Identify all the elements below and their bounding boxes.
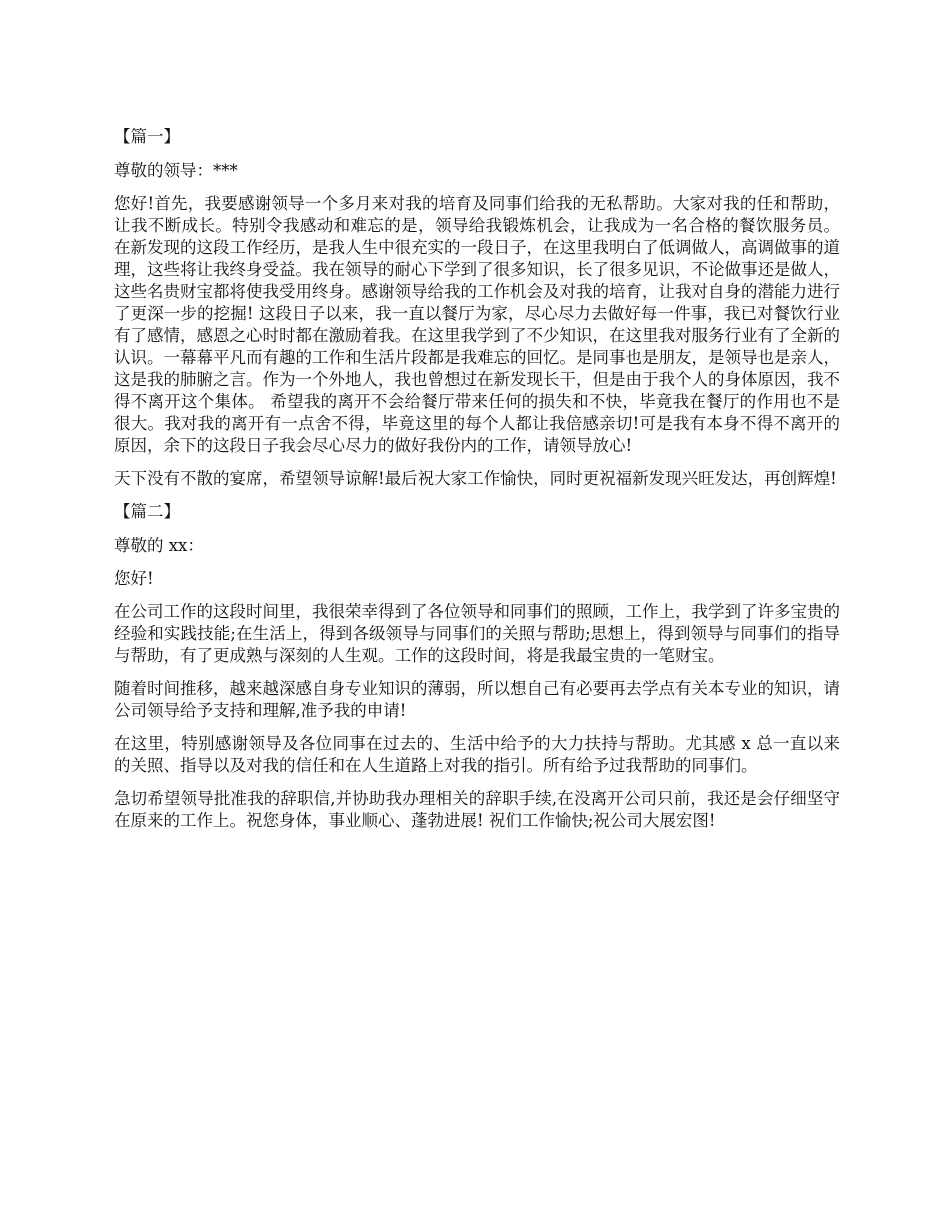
body-paragraph: 您好!首先，我要感谢领导一个多月来对我的培育及同事们给我的无私帮助。大家对我的任和帮助，让我不断成长。特别令我感动和难忘的是，领导给我锻炼机会，让我成为一名合格的餐饮服务员。 在新发现的这段工作经历，是我人生中很充实的一段日子，在这里我明白了低调做人，高调做事的道理，这些将让我终身受益。我在领导的耐心下学到了很多知识，长了很多见识，不论做事还是做人，这些名贵财宝都将使我受用终身。感谢领导给我的工作机会及对我的培育，让我对自身的潜能力进行了更深一步的挖掘! 这段日子以来，我一直以餐厅为家，尽心尽力去做好每一件事，我已对餐饮行业有了感情，感恩之心时时都在激励着我。在这里我学到了不少知识，在这里我对服务行业有了全新的认识。一幕幕平凡而有趣的工作和生活片段都是我难忘的回忆。是同事也是朋友，是领导也是亲人，这是我的肺腑之言。作为一个外地人，我也曾想过在新发现长干，但是由于我个人的身体原因，我不得不离开这个集体。 希望我的离开不会给餐厅带来任何的损失和不快，毕竟我在餐厅的作用也不是很大。我对我的离开有一点舍不得，毕竟这里的每个人都让我倍感亲切!可是我有本身不得不离开的原因，余下的这段日子我会尽心尽力的做好我份内的工作，请领导放心! xyxy=(114,194,840,455)
document-page xyxy=(114,126,840,843)
salutation-1: 尊敬的领导：*** xyxy=(114,161,238,180)
body-paragraph: 在公司工作的这段时间里，我很荣幸得到了各位领导和同事们的照顾，工作上，我学到了许多宝贵的经验和实践技能;在生活上，得到各级领导与同事们的关照与帮助;思想上，得到领导与同事们的指导与帮助，有了更成熟与深刻的人生观。工作的这段时间，将是我最宝贵的一笔财宝。 xyxy=(114,602,840,665)
body-paragraph: 随着时间推移，越来越深感自身专业知识的薄弱，所以想自己有必要再去学点有关本专业的知识，请公司领导给予支持和理解,准予我的申请! xyxy=(114,679,840,720)
section-heading-1: 【篇一】 xyxy=(114,127,180,146)
closing-paragraph: 急切希望领导批准我的辞职信,并协助我办理相关的辞职手续,在没离开公司只前，我还是会仔细坚守在原来的工作上。祝您身体，事业顺心、蓬勃进展! 祝们工作愉快;祝公司大展宏图! xyxy=(114,789,840,830)
salutation-2: 尊敬的 xx： xyxy=(114,536,204,555)
body-paragraph: 天下没有不散的宴席，希望领导谅解!最后祝大家工作愉快，同时更祝福新发现兴旺发达，再创辉煌! xyxy=(114,469,837,488)
body-paragraph: 在这里，特别感谢领导及各位同事在过去的、生活中给予的大力扶持与帮助。尤其感 x 总一直以来的关照、指导以及对我的信任和在人生道路上对我的指引。所有给予过我帮助的同事们。 xyxy=(114,734,840,775)
section-heading-2: 【篇二】 xyxy=(114,502,180,521)
greeting-paragraph: 您好! xyxy=(114,569,154,588)
